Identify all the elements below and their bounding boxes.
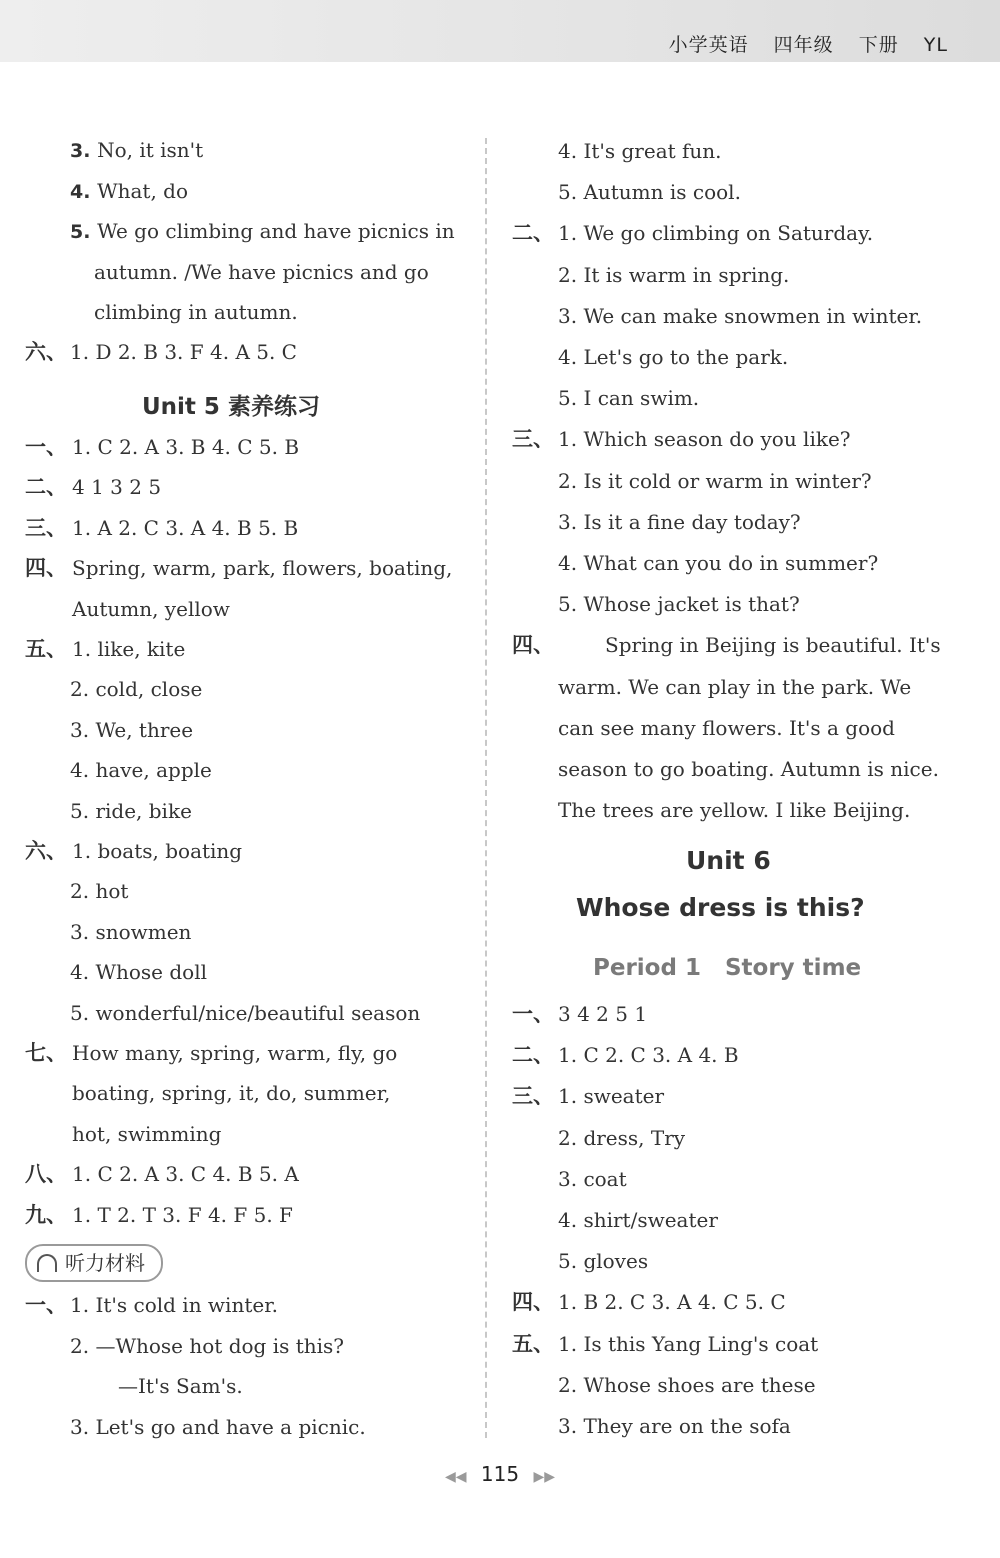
answer-text: 3. We can make snowmen in winter. (558, 303, 923, 328)
section-number: 八、 (25, 1162, 67, 1187)
answer-line (70, 877, 128, 905)
answer-text: can see many flowers. It's a good (558, 715, 895, 740)
answer-line (70, 217, 455, 246)
answer-text: 4. have, apple (70, 758, 212, 783)
answer-line (70, 797, 192, 825)
answer-text: How many, spring, warm, fly, go (72, 1041, 398, 1065)
answer-line (558, 549, 878, 577)
section-number: 一、 (512, 1002, 554, 1026)
answer-line (72, 1201, 293, 1229)
answer-text: 5. Whose jacket is that? (558, 592, 800, 617)
answer-text: 1. A 2. C 3. A 4. B 5. B (72, 515, 299, 540)
answer-line (558, 1165, 627, 1193)
answer-line (70, 716, 193, 744)
answer-line (558, 1206, 718, 1234)
answer-line (558, 508, 801, 536)
answer-line (70, 675, 202, 703)
page-header (0, 0, 1000, 62)
unit6-subtitle: Whose dress is this? (576, 893, 865, 922)
answer-text: 2. hot (70, 879, 129, 904)
answer-text: No, it isn't (97, 138, 204, 162)
answer-text: boating, spring, it, do, summer, (72, 1081, 391, 1106)
answer-text: 2. —Whose hot dog is this? (70, 1333, 345, 1358)
answer-line (558, 714, 895, 742)
answer-text: 1. C 2. A 3. B 4. C 5. B (72, 435, 300, 459)
section-number: 六、 (25, 839, 67, 863)
header-grade: 四年级 (773, 34, 834, 56)
header-volume: 下册 (858, 34, 899, 56)
answer-line (72, 433, 299, 461)
section-number: 三、 (25, 515, 67, 540)
header-text (651, 30, 948, 57)
answer-text: warm. We can play in the park. We (558, 674, 912, 699)
answer-text: 4. What can you do in summer? (558, 551, 879, 575)
answer-text: 5. wonderful/nice/beautiful season (70, 1000, 421, 1025)
answer-line (70, 958, 207, 986)
answer-line (94, 298, 298, 326)
answer-text: 4. It's great fun. (558, 139, 722, 163)
item-number: 5. (70, 221, 98, 243)
answer-text: 2. dress, Try (558, 1125, 686, 1150)
answer-text: 4. Let's go to the park. (558, 345, 789, 369)
header-edition: YL (923, 34, 948, 56)
section-number: 五、 (25, 637, 67, 661)
section-number: 九、 (25, 1202, 67, 1227)
answer-text: autumn. /We have picnics and go (94, 259, 429, 284)
answer-text: 1. like, kite (72, 637, 186, 661)
item-number: 3. (70, 140, 98, 162)
answer-text: 4 1 3 2 5 (72, 475, 162, 500)
unit5-title: Unit 5 素养练习 (142, 394, 320, 420)
answer-line (558, 1000, 647, 1028)
answer-line (558, 302, 922, 330)
answer-line (558, 673, 911, 701)
answer-line (72, 554, 452, 582)
answer-text: Autumn, yellow (72, 596, 230, 621)
answer-text: climbing in autumn. (94, 300, 298, 324)
answer-line (70, 756, 212, 784)
listening-material-label (25, 1244, 163, 1282)
section-number: 一、 (25, 1293, 67, 1317)
answer-line (70, 338, 297, 366)
answer-text: 1. boats, boating (72, 839, 243, 863)
answer-line (558, 137, 722, 165)
answer-text: 3. coat (558, 1166, 627, 1191)
section-number: 三、 (512, 1084, 554, 1109)
answer-text: What, do (97, 178, 189, 203)
answer-line (118, 1372, 243, 1400)
answer-line (72, 837, 242, 865)
answer-line (70, 1413, 366, 1441)
answer-line (558, 1082, 664, 1110)
prev-arrows-icon: ◀◀ (445, 1469, 467, 1485)
answer-text: Spring in Beijing is beautiful. It's (605, 633, 941, 658)
section-number: 二、 (512, 1043, 554, 1068)
answer-line (94, 258, 429, 286)
answer-text: 3. snowmen (70, 919, 192, 944)
section-number: 三、 (512, 427, 554, 452)
answer-text: The trees are yellow. I like Beijing. (558, 798, 911, 823)
answer-line (558, 1041, 739, 1069)
answer-line (70, 999, 420, 1027)
answer-text: 1. C 2. A 3. C 4. B 5. A (72, 1162, 299, 1187)
answer-line (72, 1160, 299, 1188)
page-footer (0, 1462, 1000, 1486)
answer-text: 1. We go climbing on Saturday. (558, 221, 874, 246)
answer-line (72, 595, 230, 623)
answer-text: 2. cold, close (70, 677, 203, 702)
page-number: 115 (480, 1462, 520, 1486)
section-number: 四、 (512, 1290, 554, 1315)
answer-line (72, 635, 185, 663)
answer-text: 1. Which season do you like? (558, 427, 851, 452)
answer-line (558, 178, 741, 206)
answer-text: 1. T 2. T 3. F 4. F 5. F (72, 1202, 293, 1227)
headphones-icon (37, 1254, 57, 1272)
section-number: 七、 (25, 1041, 67, 1065)
answer-line (558, 467, 872, 495)
answer-line (558, 1330, 818, 1358)
answer-text: 2. It is warm in spring. (558, 262, 790, 287)
listening-label-text: 听力材料 (65, 1251, 145, 1275)
answer-text: 1. Is this Yang Ling's coat (558, 1331, 819, 1356)
answer-text: 3. We, three (70, 717, 194, 742)
answer-line (605, 631, 941, 659)
answer-line (70, 136, 203, 165)
answer-line (558, 1124, 685, 1152)
answer-text: 1. C 2. C 3. A 4. B (558, 1043, 739, 1068)
answer-text: —It's Sam's. (118, 1374, 243, 1398)
answer-line (72, 1039, 397, 1067)
answer-line (72, 1079, 390, 1107)
answer-text: We go climbing and have picnics in (97, 219, 455, 243)
answer-line (558, 261, 789, 289)
answer-text: 5. I can swim. (558, 386, 700, 411)
answer-text: 5. gloves (558, 1249, 649, 1274)
unit6-title: Unit 6 (686, 846, 771, 875)
answer-line (70, 1332, 344, 1360)
answer-text: 3. Let's go and have a picnic. (70, 1414, 366, 1439)
answer-text: hot, swimming (72, 1121, 222, 1146)
section-number: 五、 (512, 1331, 554, 1356)
answer-text: 2. Whose shoes are these (558, 1372, 816, 1397)
answer-text: 1. sweater (558, 1084, 665, 1109)
answer-line (558, 1412, 791, 1440)
section-number: 一、 (25, 435, 67, 459)
answer-line (70, 177, 188, 206)
answer-text: 1. It's cold in winter. (70, 1293, 278, 1317)
answer-line (558, 1288, 786, 1316)
answer-line (558, 425, 851, 453)
section-number: 四、 (512, 633, 554, 658)
section-number: 二、 (512, 221, 554, 246)
answer-line (70, 1291, 278, 1319)
answer-text: 5. ride, bike (70, 798, 192, 823)
answer-text: Spring, warm, park, flowers, boating, (72, 556, 453, 581)
answer-text: 5. Autumn is cool. (558, 180, 741, 205)
answer-text: season to go boating. Autumn is nice. (558, 757, 939, 781)
section-number: 二、 (25, 475, 67, 500)
answer-text: 1. B 2. C 3. A 4. C 5. C (558, 1290, 786, 1315)
answer-text: 3 4 2 5 1 (558, 1002, 648, 1026)
answer-line (70, 918, 191, 946)
answer-line (72, 1120, 221, 1148)
answer-line (558, 755, 939, 783)
answer-line (558, 219, 873, 247)
answer-line (558, 796, 910, 824)
header-subject: 小学英语 (668, 34, 749, 56)
answer-line (72, 473, 161, 501)
answer-text: 3. Is it a fine day today? (558, 509, 801, 534)
section-number: 四、 (25, 556, 67, 581)
item-number: 4. (70, 180, 98, 203)
answer-line (558, 1247, 648, 1275)
answer-line (558, 1371, 816, 1399)
answer-text: 4. Whose doll (70, 960, 208, 985)
next-arrows-icon: ▶▶ (533, 1469, 555, 1485)
answer-line (558, 384, 699, 412)
section-number: 六、 (25, 340, 67, 364)
period-title: Period 1 Story time (593, 955, 862, 981)
answer-text: 4. shirt/sweater (558, 1208, 718, 1232)
column-divider (485, 138, 487, 1438)
answer-line (558, 590, 800, 618)
answer-text: 2. Is it cold or warm in winter? (558, 468, 872, 493)
answer-line (558, 343, 788, 371)
answer-line (72, 514, 298, 542)
answer-text: 3. They are on the sofa (558, 1414, 791, 1438)
answer-text: 1. D 2. B 3. F 4. A 5. C (70, 340, 297, 364)
